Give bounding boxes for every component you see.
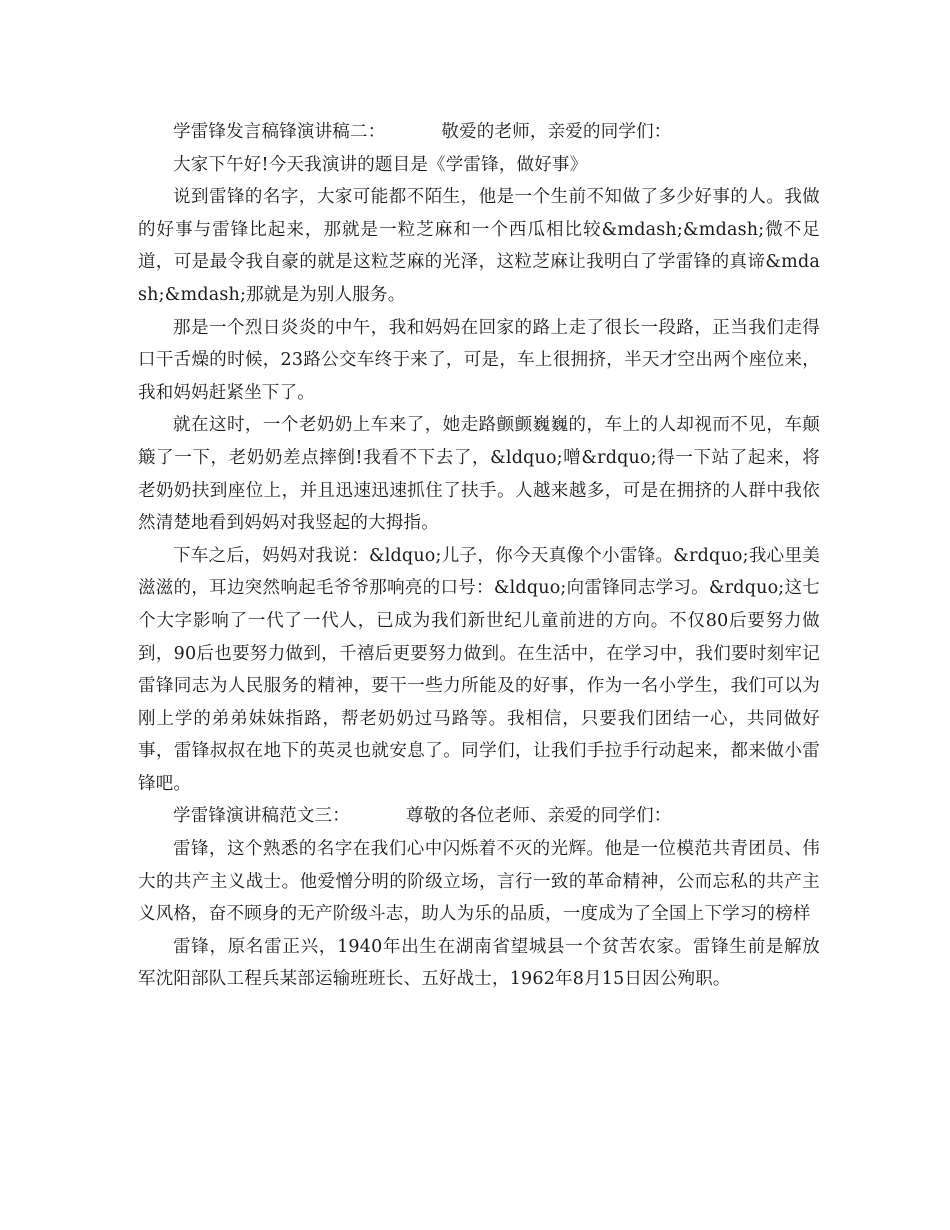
document-body (138, 116, 820, 996)
speech-three-greeting: 尊敬的各位老师、亲爱的同学们： (406, 806, 672, 827)
speech-two-title: 学雷锋发言稿锋演讲稿二： (173, 122, 386, 142)
paragraph: 说到雷锋的名字，大家可能都不陌生，他是一个生前不知做了多少好事的人。我做的好事与雷锋比起来，那就是一粒芝麻和一个西瓜相比较&mdash;&mdash;微不足道，可是最令我自豪的就是这粒芝麻的光泽，这粒芝麻让我明白了学雷锋的真谛&mdash;&mdash;那就是为别人服务。 (138, 187, 820, 305)
paragraph: 雷锋，这个熟悉的名字在我们心中闪烁着不灭的光辉。他是一位模范共青团员、伟大的共产主义战士。他爱憎分明的阶级立场，言行一致的革命精神，公而忘私的共产主义风格，奋不顾身的无产阶级斗志，助人为乐的品质，一度成为了全国上下学习的榜样 (138, 839, 820, 925)
paragraph: 就在这时，一个老奶奶上车来了，她走路颤颤巍巍的，车上的人却视而不见，车颠簸了一下，老奶奶差点摔倒!我看不下去了，&ldquo;噌&rdquo;得一下站了起来，将老奶奶扶到座位上，并且迅速迅速抓住了扶手。人越来越多，可是在拥挤的人群中我依然清楚地看到妈妈对我竖起的大拇指。 (138, 415, 820, 534)
paragraph: 那是一个烈日炎炎的中午，我和妈妈在回家的路上走了很长一段路，正当我们走得口干舌燥的时候，23路公交车终于来了，可是，车上很拥挤，半天才空出两个座位来，我和妈妈赶紧坐下了。 (138, 317, 820, 403)
speech-three-title: 学雷锋演讲稿范文三： (173, 806, 350, 827)
speech-two-heading (138, 116, 820, 149)
paragraph: 大家下午好!今天我演讲的题目是《学雷锋，做好事》 (173, 154, 588, 175)
paragraph: 雷锋，原名雷正兴，1940年出生在湖南省望城县一个贫苦农家。雷锋生前是解放军沈阳部队工程兵某部运输班班长、五好战士，1962年8月15日因公殉职。 (138, 936, 820, 990)
speech-three-heading (138, 800, 820, 833)
speech-two-greeting: 敬爱的老师，亲爱的同学们： (441, 122, 672, 142)
paragraph: 下车之后，妈妈对我说：&ldquo;儿子，你今天真像个小雷锋。&rdquo;我心里美滋滋的，耳边突然响起毛爷爷那响亮的口号：&ldquo;向雷锋同志学习。&rdquo;这七个大字影响了一代了一代人，已成为我们新世纪儿童前进的方向。不仅80后要努力做到，90后也要努力做到，千禧后更要努力做到。在生活中，在学习中，我们要时刻牢记雷锋同志为人民服务的精神，要干一些力所能及的好事，作为一名小学生，我们可以为刚上学的弟弟妹妹指路，帮老奶奶过马路等。我相信，只要我们团结一心，共同做好事，雷锋叔叔在地下的英灵也就安息了。同学们，让我们手拉手行动起来，都来做小雷锋吧。 (138, 545, 820, 794)
